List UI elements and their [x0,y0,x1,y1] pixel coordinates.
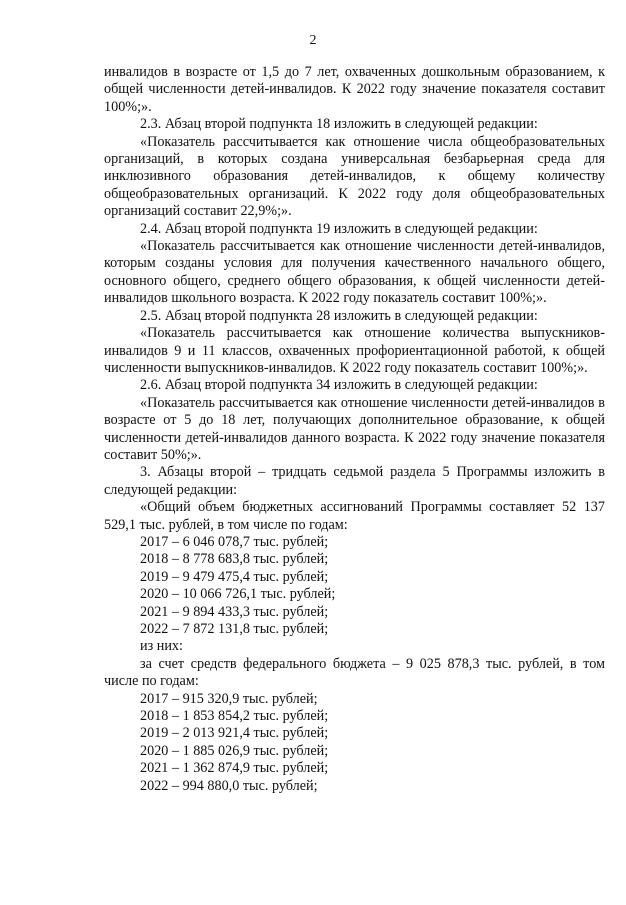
amendment-heading: 2.3. Абзац второй подпункта 18 изложить в следующей редакции: [140,116,538,133]
amendment-heading: 3. Абзацы второй – тридцать седьмой раздела 5 Программы изложить в следующей редакции: [104,464,605,498]
amendment-heading: 2.6. Абзац второй подпункта 34 изложить в следующей редакции: [140,377,538,394]
page-number: 2 [309,33,317,48]
paragraph: «Показатель рассчитывается как отношение численности детей-инвалидов, которым созданы условия для получения качественного начального общего, основного общего, среднего общего образования, к общей численности детей-инвалидов школьного возраста. К 2022 году показатель составит 100%;». [104,238,605,307]
paragraph: за счет средств федерального бюджета – 9 025 878,3 тыс. рублей, в том числе по годам: [104,655,605,690]
document-body [104,64,605,795]
year-line: 2020 – 1 885 026,9 тыс. рублей; [140,742,329,759]
year-line: 2017 – 915 320,9 тыс. рублей; [140,690,318,707]
year-line: 2021 – 9 894 433,3 тыс. рублей; [140,603,329,620]
year-line: 2018 – 1 853 854,2 тыс. рублей; [140,708,329,725]
year-line: 2020 – 10 066 726,1 тыс. рублей; [140,586,336,603]
paragraph: «Общий объем бюджетных ассигнований Программы составляет 52 137 529,1 тыс. рублей, в том числе по годам: [104,499,605,533]
year-line: 2022 – 7 872 131,8 тыс. рублей; [140,621,329,637]
year-line: 2019 – 9 479 475,4 тыс. рублей; [140,568,329,585]
amendment-heading: 2.4. Абзац второй подпункта 19 изложить в следующей редакции: [140,220,538,237]
paragraph: «Показатель рассчитывается как отношение численности детей-инвалидов в возрасте от 5 до 18 лет, получающих дополнительное образование, к общей численности детей-инвалидов данного возраста. К 2022 году значение показателя составит 50%;». [104,394,605,463]
year-line: 2022 – 994 880,0 тыс. рублей; [140,777,318,794]
year-line: 2019 – 2 013 921,4 тыс. рублей; [140,725,329,742]
year-line: 2018 – 8 778 683,8 тыс. рублей; [140,551,329,568]
year-line: 2017 – 6 046 078,7 тыс. рублей; [140,533,329,550]
of-them-label: из них: [140,638,183,655]
paragraph: инвалидов в возрасте от 1,5 до 7 лет, охваченных дошкольным образованием, к общей численности детей-инвалидов. К 2022 году значение показателя составит 100%;». [104,64,605,115]
paragraph: «Показатель рассчитывается как отношение числа общеобразовательных организаций, в которых создана универсальная безбарьерная среда для инклюзивного образования детей-инвалидов, к общему количеству общеобразовательных организаций. К 2022 году доля общеобразовательных организаций составит 22,9%;». [104,133,605,220]
year-line: 2021 – 1 362 874,9 тыс. рублей; [140,760,329,777]
amendment-heading: 2.5. Абзац второй подпункта 28 изложить в следующей редакции: [140,307,538,324]
paragraph: «Показатель рассчитывается как отношение количества выпускников-инвалидов 9 и 11 классов, охваченных профориентационной работой, к общей численности выпускников-инвалидов. К 2022 году показатель составит 100%;». [104,325,605,376]
